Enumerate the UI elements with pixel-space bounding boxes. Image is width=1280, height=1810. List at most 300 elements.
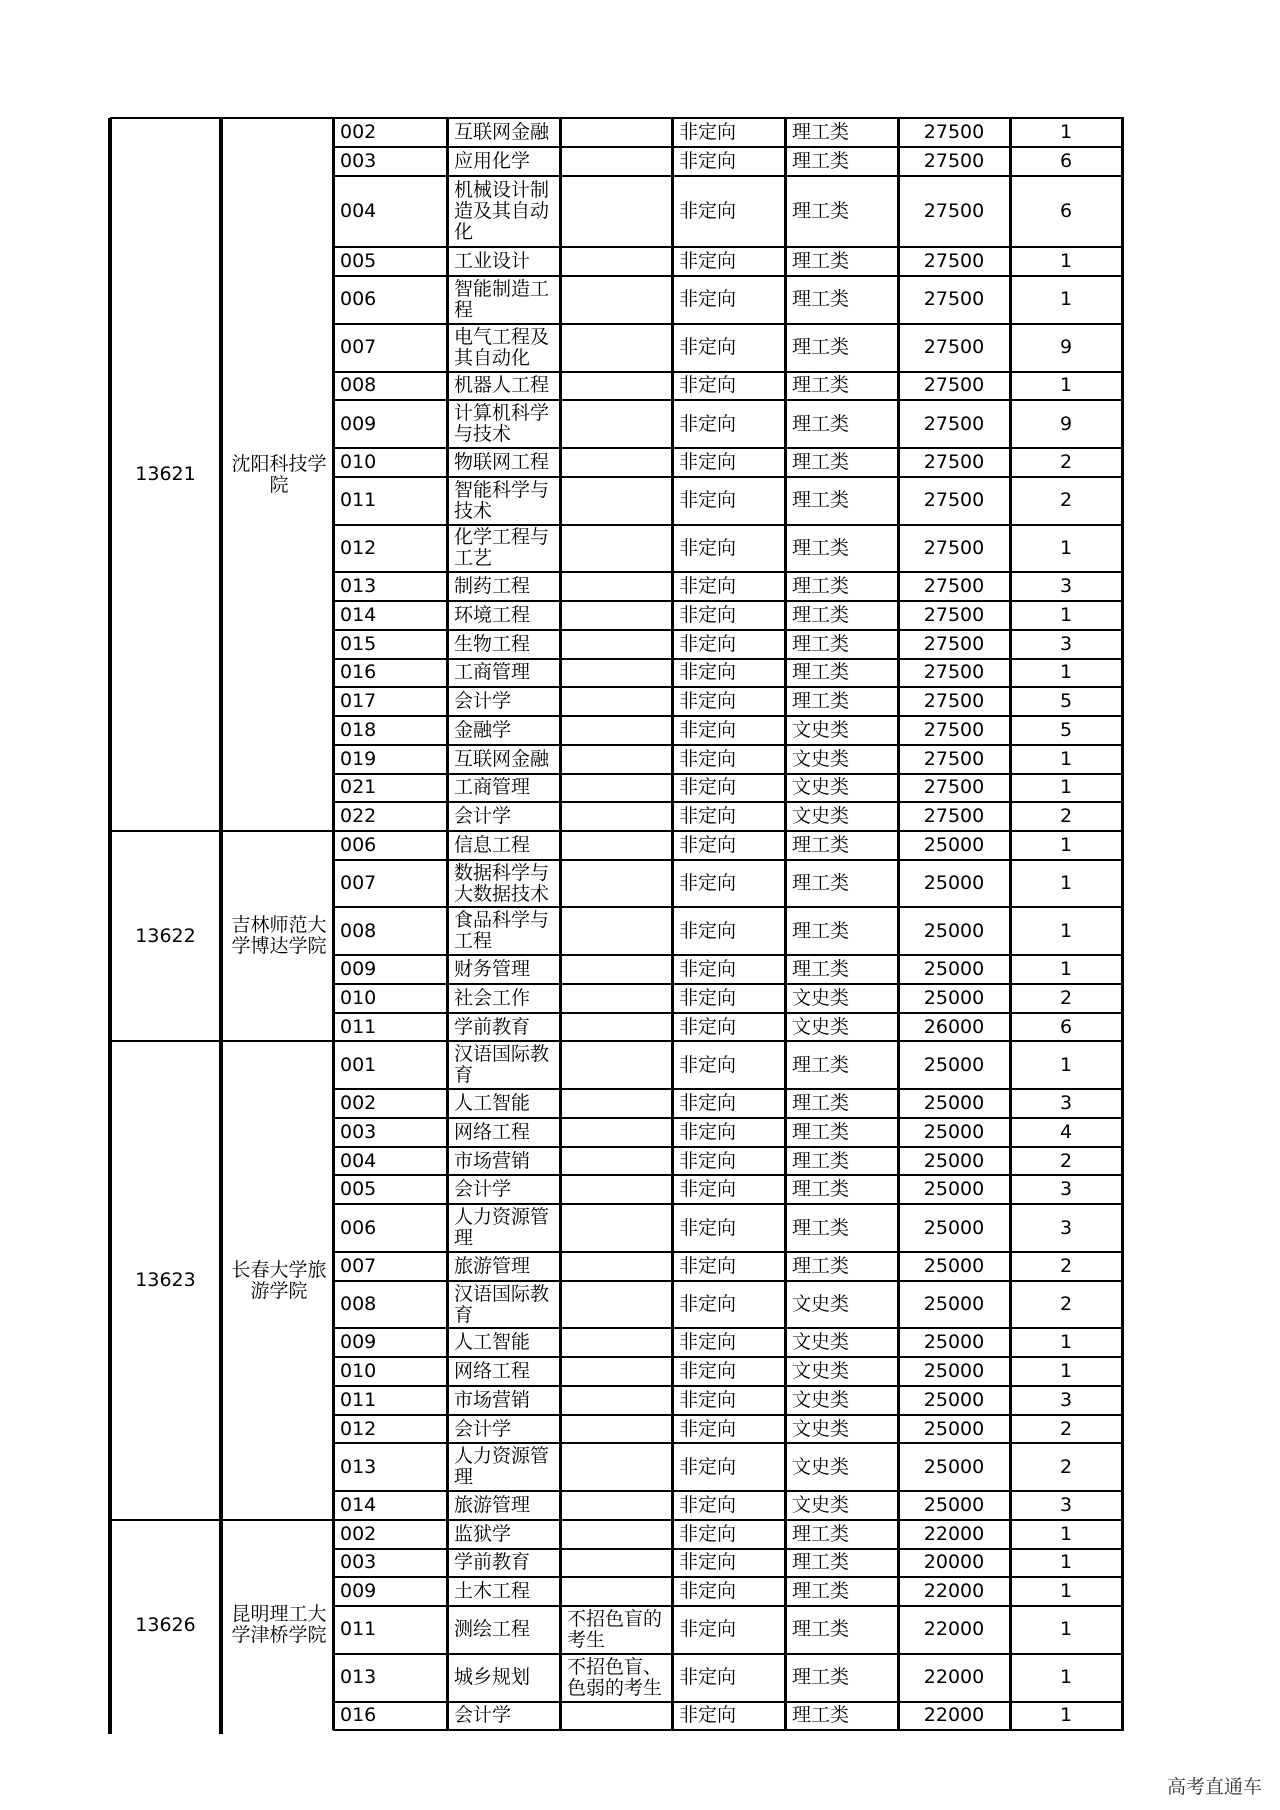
- plan-count: 3: [1059, 575, 1073, 598]
- major-name: 计算机科学与技术: [454, 402, 550, 446]
- orientation: 非定向: [679, 1293, 737, 1315]
- major-name: 旅游管理: [454, 1493, 531, 1516]
- subject-category: 文史类: [792, 1455, 850, 1478]
- remark: [560, 1549, 672, 1578]
- plan-count: 1: [1059, 661, 1073, 684]
- plan-number: 003: [340, 1120, 377, 1143]
- plan-number: 011: [340, 1015, 377, 1038]
- remark: [560, 774, 672, 803]
- subject-category: 理工类: [792, 575, 850, 598]
- school-code: 13622: [135, 924, 196, 947]
- orientation: 非定向: [679, 747, 737, 770]
- plan-number: 012: [340, 1417, 377, 1440]
- subject-category: 理工类: [792, 412, 850, 435]
- remark: [560, 1702, 672, 1731]
- subject-category: 文史类: [792, 986, 850, 1009]
- remark: [560, 659, 672, 688]
- tuition-fee: 25000: [923, 1360, 985, 1382]
- remark: [560, 1175, 672, 1204]
- tuition-fee: 25000: [923, 1149, 985, 1172]
- plan-number: 003: [340, 149, 377, 172]
- orientation: 非定向: [679, 489, 737, 512]
- tuition-fee: 27500: [923, 718, 985, 741]
- plan-number: 005: [340, 1178, 377, 1201]
- plan-number: 001: [340, 1053, 377, 1076]
- major-name: 监狱学: [454, 1522, 512, 1545]
- tuition-fee: 22000: [923, 1704, 985, 1727]
- plan-count: 5: [1059, 690, 1073, 713]
- remark: [560, 324, 672, 372]
- orientation: 非定向: [679, 575, 737, 598]
- remark: [560, 247, 672, 276]
- plan-count: 1: [1059, 1331, 1073, 1354]
- plan-count: 3: [1059, 1178, 1073, 1201]
- plan-count: 1: [1059, 1704, 1073, 1727]
- remark: [560, 477, 672, 525]
- plan-number: 008: [340, 374, 377, 397]
- orientation: 非定向: [679, 919, 737, 942]
- tuition-fee: 27500: [923, 603, 985, 626]
- major-name: 汉语国际教育: [454, 1282, 550, 1326]
- orientation: 非定向: [679, 1360, 737, 1382]
- major-name: 金融学: [454, 718, 512, 741]
- major-name: 物联网工程: [454, 450, 550, 473]
- plan-count: 6: [1059, 1015, 1073, 1038]
- plan-count: 1: [1059, 776, 1073, 799]
- plan-count: 2: [1059, 805, 1073, 828]
- remark: [560, 525, 672, 573]
- remark: [560, 1204, 672, 1252]
- major-name: 会计学: [454, 1417, 512, 1440]
- tuition-fee: 25000: [923, 958, 985, 981]
- orientation: 非定向: [679, 1580, 737, 1603]
- plan-number: 013: [340, 575, 377, 598]
- major-name: 旅游管理: [454, 1254, 531, 1277]
- tuition-fee: 26000: [923, 1015, 985, 1038]
- column-border: [219, 118, 223, 1734]
- tuition-fee: 25000: [923, 1388, 985, 1411]
- orientation: 非定向: [679, 1704, 737, 1727]
- plan-number: 019: [340, 747, 377, 770]
- tuition-fee: 22000: [923, 1666, 985, 1689]
- subject-category: 理工类: [792, 632, 850, 655]
- subject-category: 理工类: [792, 872, 850, 895]
- subject-category: 理工类: [792, 1149, 850, 1172]
- orientation: 非定向: [679, 1216, 737, 1239]
- plan-count: 2: [1059, 450, 1073, 473]
- orientation: 非定向: [679, 149, 737, 172]
- major-name: 工商管理: [454, 661, 531, 684]
- tuition-fee: 25000: [923, 833, 985, 856]
- remark: [560, 1491, 672, 1520]
- plan-count: 3: [1059, 1493, 1073, 1516]
- major-name: 食品科学与工程: [454, 909, 550, 953]
- column-border: [332, 118, 335, 1730]
- major-name: 学前教育: [454, 1551, 531, 1574]
- major-name: 市场营销: [454, 1388, 531, 1411]
- plan-number: 018: [340, 718, 377, 741]
- remark: [560, 1281, 672, 1329]
- subject-category: 理工类: [792, 1704, 850, 1727]
- plan-count: 2: [1059, 1417, 1073, 1440]
- tuition-fee: 27500: [923, 149, 985, 172]
- subject-category: 理工类: [792, 149, 850, 172]
- plan-count: 4: [1059, 1120, 1073, 1143]
- plan-count: 2: [1059, 1149, 1073, 1172]
- plan-count: 2: [1059, 986, 1073, 1009]
- plan-count: 5: [1059, 718, 1073, 741]
- plan-number: 015: [340, 632, 377, 655]
- remark: [560, 1386, 672, 1415]
- subject-category: 文史类: [792, 1388, 850, 1411]
- subject-category: 理工类: [792, 336, 850, 359]
- subject-category: 理工类: [792, 1178, 850, 1201]
- plan-count: 6: [1059, 199, 1073, 222]
- subject-category: 理工类: [792, 958, 850, 981]
- remark: [560, 1013, 672, 1042]
- orientation: 非定向: [679, 986, 737, 1009]
- subject-category: 理工类: [792, 374, 850, 397]
- subject-category: 理工类: [792, 1580, 850, 1603]
- plan-count: 1: [1059, 1360, 1073, 1382]
- orientation: 非定向: [679, 718, 737, 741]
- plan-count: 3: [1059, 1092, 1073, 1115]
- tuition-fee: 25000: [923, 1417, 985, 1440]
- plan-number: 003: [340, 1551, 377, 1574]
- plan-number: 006: [340, 833, 377, 856]
- plan-count: 1: [1059, 250, 1073, 273]
- plan-number: 010: [340, 1360, 377, 1382]
- orientation: 非定向: [679, 1551, 737, 1574]
- plan-count: 1: [1059, 1522, 1073, 1545]
- remark: [560, 1041, 672, 1089]
- column-border: [671, 118, 674, 1730]
- subject-category: 文史类: [792, 1015, 850, 1038]
- plan-number: 014: [340, 1493, 377, 1516]
- orientation: 非定向: [679, 958, 737, 981]
- remark: [560, 1577, 672, 1606]
- orientation: 非定向: [679, 805, 737, 828]
- subject-category: 理工类: [792, 1216, 850, 1239]
- plan-number: 005: [340, 250, 377, 273]
- remark: [560, 984, 672, 1013]
- remark: [560, 276, 672, 324]
- subject-category: 理工类: [792, 489, 850, 512]
- subject-category: 文史类: [792, 718, 850, 741]
- remark: 不招色盲、色弱的考生: [567, 1655, 663, 1699]
- plan-number: 016: [340, 1704, 377, 1727]
- plan-count: 2: [1059, 1293, 1073, 1315]
- subject-category: 文史类: [792, 1331, 850, 1354]
- major-name: 智能科学与技术: [454, 478, 550, 522]
- tuition-fee: 22000: [923, 1580, 985, 1603]
- school-name: 吉林师范大学博达学院: [231, 914, 327, 958]
- subject-category: 理工类: [792, 536, 850, 559]
- plan-count: 1: [1059, 747, 1073, 770]
- subject-category: 理工类: [792, 1618, 850, 1641]
- major-name: 学前教育: [454, 1015, 531, 1038]
- remark: [560, 1357, 672, 1386]
- subject-category: 理工类: [792, 661, 850, 684]
- orientation: 非定向: [679, 872, 737, 895]
- tuition-fee: 27500: [923, 575, 985, 598]
- tuition-fee: 27500: [923, 661, 985, 684]
- table-bottom-border: [333, 1729, 1124, 1731]
- tuition-fee: 27500: [923, 805, 985, 828]
- remark: [560, 745, 672, 774]
- major-name: 测绘工程: [454, 1618, 531, 1641]
- subject-category: 文史类: [792, 805, 850, 828]
- orientation: 非定向: [679, 1120, 737, 1143]
- tuition-fee: 25000: [923, 1331, 985, 1354]
- remark: [560, 448, 672, 477]
- tuition-fee: 25000: [923, 1178, 985, 1201]
- tuition-fee: 27500: [923, 450, 985, 473]
- remark: [560, 1443, 672, 1491]
- subject-category: 理工类: [792, 450, 850, 473]
- major-name: 会计学: [454, 805, 512, 828]
- plan-count: 9: [1059, 336, 1073, 359]
- school-name: 沈阳科技学院: [231, 452, 327, 496]
- remark: [560, 1089, 672, 1118]
- subject-category: 理工类: [792, 288, 850, 311]
- major-name: 财务管理: [454, 958, 531, 981]
- subject-category: 理工类: [792, 1092, 850, 1115]
- plan-count: 1: [1059, 1580, 1073, 1603]
- subject-category: 理工类: [792, 1551, 850, 1574]
- tuition-fee: 27500: [923, 374, 985, 397]
- plan-number: 012: [340, 536, 377, 559]
- orientation: 非定向: [679, 1666, 737, 1689]
- major-name: 社会工作: [454, 986, 531, 1009]
- major-name: 信息工程: [454, 833, 531, 856]
- tuition-fee: 27500: [923, 199, 985, 222]
- school-code: 13623: [135, 1269, 196, 1292]
- plan-count: 3: [1059, 1216, 1073, 1239]
- plan-number: 006: [340, 288, 377, 311]
- remark: [560, 147, 672, 176]
- remark: 不招色盲的考生: [567, 1607, 663, 1651]
- column-border: [559, 118, 562, 1730]
- plan-count: 1: [1059, 1551, 1073, 1574]
- subject-category: 理工类: [792, 1254, 850, 1277]
- subject-category: 理工类: [792, 1522, 850, 1545]
- major-name: 人力资源管理: [454, 1206, 550, 1250]
- orientation: 非定向: [679, 1015, 737, 1038]
- orientation: 非定向: [679, 450, 737, 473]
- remark: [560, 1520, 672, 1549]
- subject-category: 理工类: [792, 120, 850, 143]
- plan-number: 002: [340, 1522, 377, 1545]
- orientation: 非定向: [679, 1455, 737, 1478]
- remark: [560, 802, 672, 831]
- major-name: 化学工程与工艺: [454, 526, 550, 570]
- orientation: 非定向: [679, 250, 737, 273]
- major-name: 汉语国际教育: [454, 1043, 550, 1087]
- plan-number: 008: [340, 1293, 377, 1315]
- plan-number: 007: [340, 1254, 377, 1277]
- tuition-fee: 27500: [923, 536, 985, 559]
- plan-count: 1: [1059, 1666, 1073, 1689]
- subject-category: 文史类: [792, 776, 850, 799]
- tuition-fee: 25000: [923, 1216, 985, 1239]
- tuition-fee: 20000: [923, 1551, 985, 1574]
- plan-number: 017: [340, 690, 377, 713]
- plan-number: 013: [340, 1666, 377, 1689]
- major-name: 网络工程: [454, 1360, 531, 1382]
- column-border: [108, 118, 112, 1734]
- major-name: 工业设计: [454, 250, 531, 273]
- plan-count: 1: [1059, 120, 1073, 143]
- tuition-fee: 22000: [923, 1522, 985, 1545]
- orientation: 非定向: [679, 1092, 737, 1115]
- plan-count: 3: [1059, 1388, 1073, 1411]
- plan-number: 014: [340, 603, 377, 626]
- plan-count: 1: [1059, 374, 1073, 397]
- school-name: 长春大学旅游学院: [231, 1258, 327, 1302]
- orientation: 非定向: [679, 1522, 737, 1545]
- major-name: 会计学: [454, 1178, 512, 1201]
- orientation: 非定向: [679, 536, 737, 559]
- column-border: [897, 118, 900, 1730]
- orientation: 非定向: [679, 661, 737, 684]
- major-name: 智能制造工程: [454, 277, 550, 321]
- orientation: 非定向: [679, 336, 737, 359]
- tuition-fee: 27500: [923, 250, 985, 273]
- major-name: 会计学: [454, 1704, 512, 1727]
- remark: [560, 1147, 672, 1176]
- major-name: 会计学: [454, 690, 512, 713]
- orientation: 非定向: [679, 603, 737, 626]
- major-name: 网络工程: [454, 1120, 531, 1143]
- plan-number: 013: [340, 1455, 377, 1478]
- plan-count: 1: [1059, 603, 1073, 626]
- orientation: 非定向: [679, 1331, 737, 1354]
- subject-category: 理工类: [792, 833, 850, 856]
- tuition-fee: 27500: [923, 412, 985, 435]
- remark: [560, 716, 672, 745]
- subject-category: 文史类: [792, 1417, 850, 1440]
- remark: [560, 955, 672, 984]
- remark: [560, 1328, 672, 1357]
- orientation: 非定向: [679, 1178, 737, 1201]
- orientation: 非定向: [679, 374, 737, 397]
- plan-number: 010: [340, 450, 377, 473]
- orientation: 非定向: [679, 690, 737, 713]
- major-name: 环境工程: [454, 603, 531, 626]
- school-name: 昆明理工大学津桥学院: [231, 1603, 327, 1647]
- major-name: 人力资源管理: [454, 1445, 550, 1489]
- subject-category: 理工类: [792, 1120, 850, 1143]
- column-border: [446, 118, 449, 1730]
- plan-number: 021: [340, 776, 377, 799]
- remark: [560, 118, 672, 147]
- major-name: 电气工程及其自动化: [454, 325, 550, 369]
- plan-number: 011: [340, 1388, 377, 1411]
- remark: [560, 831, 672, 860]
- tuition-fee: 27500: [923, 120, 985, 143]
- remark: [560, 1415, 672, 1444]
- major-name: 互联网金融: [454, 747, 550, 770]
- major-name: 机械设计制造及其自动化: [454, 178, 550, 243]
- tuition-fee: 22000: [923, 1618, 985, 1641]
- plan-count: 3: [1059, 632, 1073, 655]
- tuition-fee: 25000: [923, 872, 985, 895]
- plan-number: 007: [340, 336, 377, 359]
- remark: [560, 687, 672, 716]
- plan-count: 1: [1059, 536, 1073, 559]
- remark: [560, 1252, 672, 1281]
- major-name: 机器人工程: [454, 374, 550, 397]
- orientation: 非定向: [679, 632, 737, 655]
- tuition-fee: 27500: [923, 336, 985, 359]
- remark: [560, 176, 672, 248]
- orientation: 非定向: [679, 833, 737, 856]
- remark: [560, 907, 672, 955]
- tuition-fee: 25000: [923, 1120, 985, 1143]
- plan-number: 022: [340, 805, 377, 828]
- tuition-fee: 27500: [923, 776, 985, 799]
- major-name: 人工智能: [454, 1092, 531, 1115]
- orientation: 非定向: [679, 120, 737, 143]
- tuition-fee: 25000: [923, 1493, 985, 1516]
- orientation: 非定向: [679, 1254, 737, 1277]
- plan-number: 011: [340, 1618, 377, 1641]
- plan-number: 006: [340, 1216, 377, 1239]
- column-border: [784, 118, 787, 1730]
- column-border: [1009, 118, 1012, 1730]
- major-name: 互联网金融: [454, 120, 550, 143]
- plan-count: 1: [1059, 1053, 1073, 1076]
- remark: [560, 400, 672, 448]
- plan-number: 009: [340, 1331, 377, 1354]
- major-name: 市场营销: [454, 1149, 531, 1172]
- subject-category: 文史类: [792, 1360, 850, 1382]
- major-name: 人工智能: [454, 1331, 531, 1354]
- plan-number: 016: [340, 661, 377, 684]
- tuition-fee: 27500: [923, 632, 985, 655]
- remark: [560, 1118, 672, 1147]
- orientation: 非定向: [679, 1493, 737, 1516]
- plan-count: 2: [1059, 1455, 1073, 1478]
- tuition-fee: 25000: [923, 1455, 985, 1478]
- plan-number: 008: [340, 919, 377, 942]
- orientation: 非定向: [679, 288, 737, 311]
- plan-number: 009: [340, 958, 377, 981]
- plan-number: 009: [340, 412, 377, 435]
- tuition-fee: 25000: [923, 919, 985, 942]
- plan-number: 004: [340, 1149, 377, 1172]
- plan-number: 002: [340, 120, 377, 143]
- plan-number: 004: [340, 199, 377, 222]
- orientation: 非定向: [679, 1388, 737, 1411]
- tuition-fee: 25000: [923, 1092, 985, 1115]
- tuition-fee: 27500: [923, 747, 985, 770]
- plan-count: 1: [1059, 833, 1073, 856]
- remark: [560, 372, 672, 401]
- orientation: 非定向: [679, 412, 737, 435]
- subject-category: 理工类: [792, 1666, 850, 1689]
- orientation: 非定向: [679, 1618, 737, 1641]
- subject-category: 理工类: [792, 690, 850, 713]
- plan-count: 1: [1059, 872, 1073, 895]
- footer-brand: 高考直通车: [1166, 1776, 1262, 1798]
- school-code: 13626: [135, 1613, 196, 1636]
- tuition-fee: 27500: [923, 690, 985, 713]
- orientation: 非定向: [679, 1053, 737, 1076]
- plan-count: 6: [1059, 149, 1073, 172]
- subject-category: 理工类: [792, 603, 850, 626]
